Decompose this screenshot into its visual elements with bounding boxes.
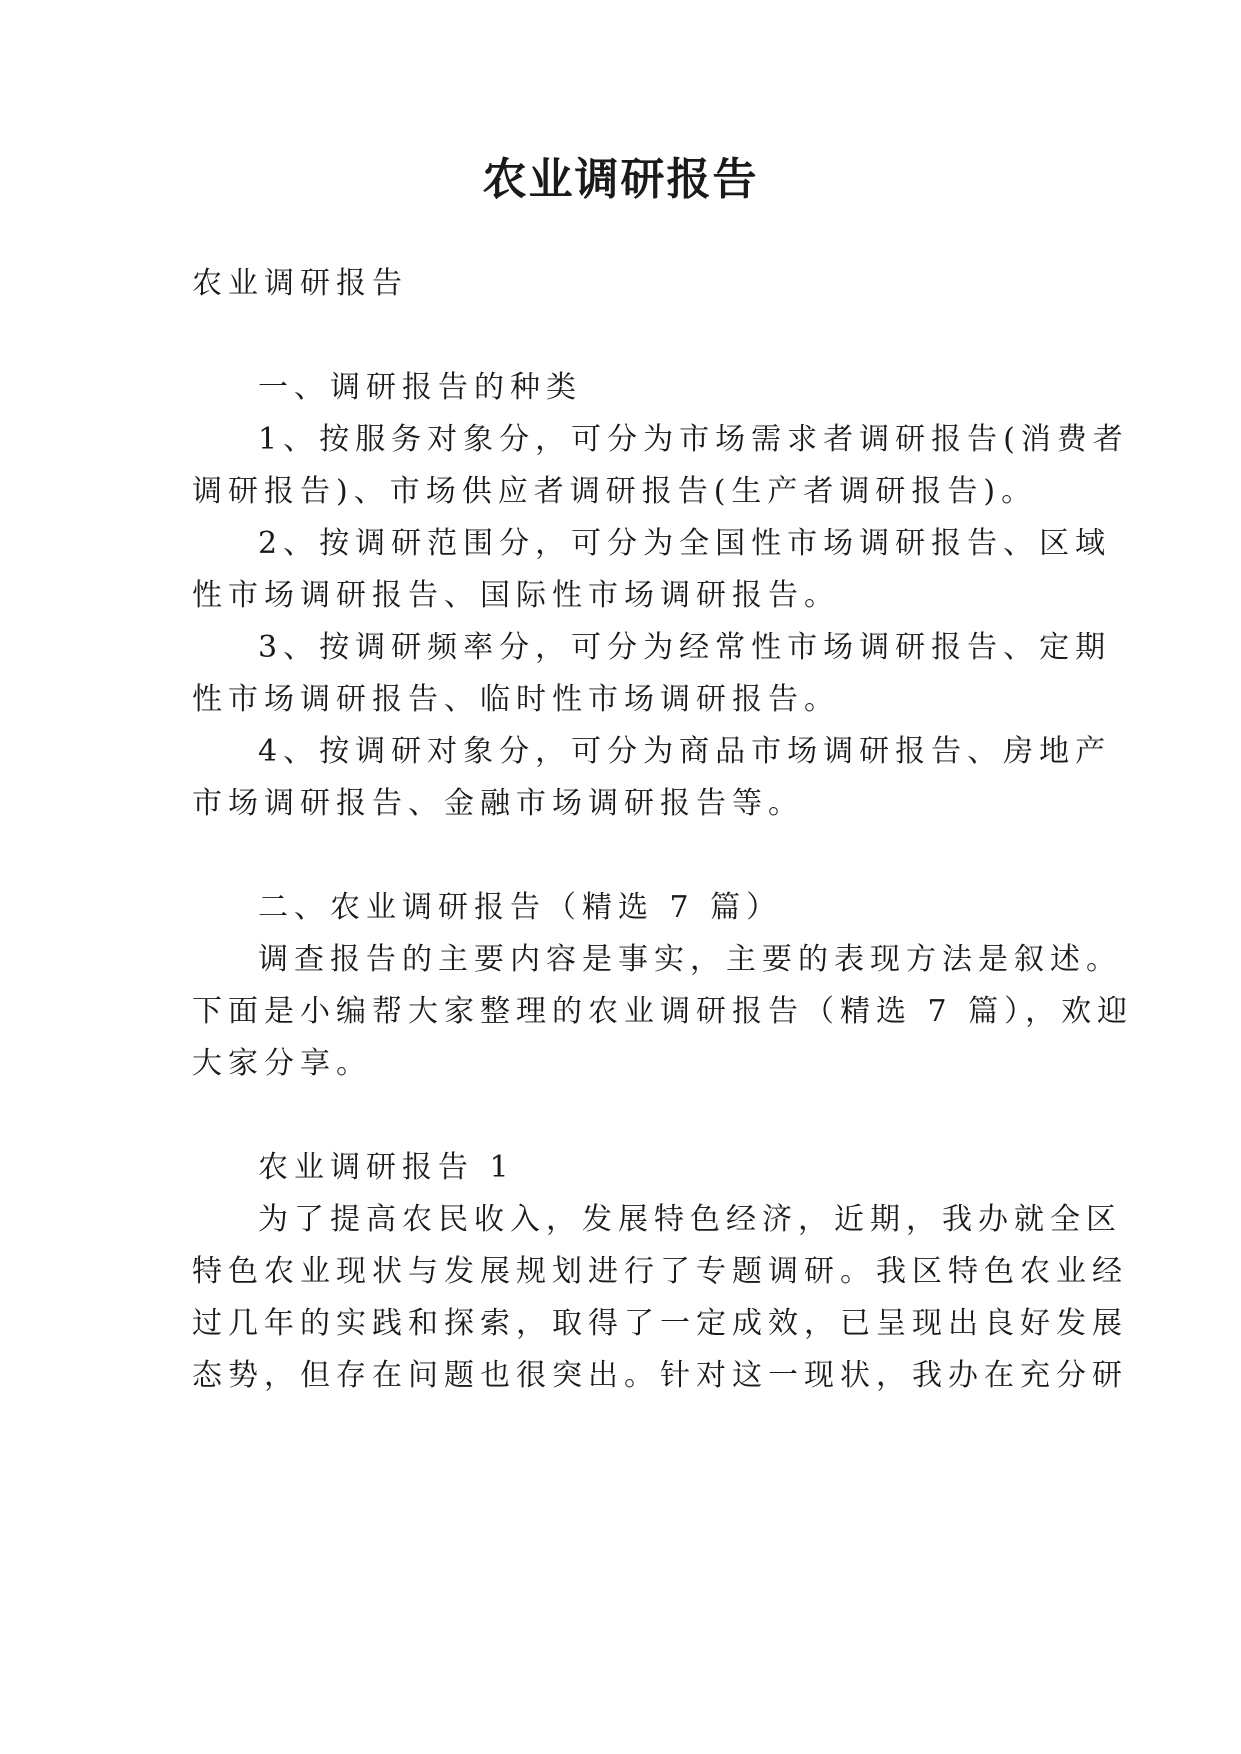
section-heading-2: 二、农业调研报告（精选 7 篇） xyxy=(258,890,783,925)
paragraph-line: 为了提高农民收入，发展特色经济，近期，我办就全区 xyxy=(258,1202,1122,1237)
document-title: 农业调研报告 xyxy=(482,154,759,205)
paragraph-line: 市场调研报告、金融市场调研报告等。 xyxy=(192,786,804,821)
paragraph-line: 性市场调研报告、临时性市场调研报告。 xyxy=(192,682,840,717)
paragraph-line: 特色农业现状与发展规划进行了专题调研。我区特色农业经 xyxy=(192,1254,1128,1289)
paragraph-line: 1、按服务对象分，可分为市场需求者调研报告(消费者 xyxy=(258,422,1129,457)
paragraph-line: 下面是小编帮大家整理的农业调研报告（精选 7 篇），欢迎 xyxy=(192,994,1134,1029)
paragraph-line: 调研报告)、市场供应者调研报告(生产者调研报告)。 xyxy=(192,474,1038,509)
paragraph-line: 性市场调研报告、国际性市场调研报告。 xyxy=(192,578,840,613)
paragraph-line: 调查报告的主要内容是事实，主要的表现方法是叙述。 xyxy=(258,942,1122,977)
paragraph-line: 2、按调研范围分，可分为全国性市场调研报告、区域 xyxy=(258,526,1112,561)
paragraph-line: 过几年的实践和探索，取得了一定成效，已呈现出良好发展 xyxy=(192,1306,1128,1341)
subtitle-line: 农业调研报告 xyxy=(192,266,408,301)
report-heading-1: 农业调研报告 1 xyxy=(258,1150,515,1185)
paragraph-line: 态势，但存在问题也很突出。针对这一现状，我办在充分研 xyxy=(192,1358,1128,1393)
paragraph-line: 大家分享。 xyxy=(192,1046,372,1081)
section-heading-1: 一、调研报告的种类 xyxy=(258,370,582,405)
paragraph-line: 3、按调研频率分，可分为经常性市场调研报告、定期 xyxy=(258,630,1112,665)
paragraph-line: 4、按调研对象分，可分为商品市场调研报告、房地产 xyxy=(258,734,1112,769)
